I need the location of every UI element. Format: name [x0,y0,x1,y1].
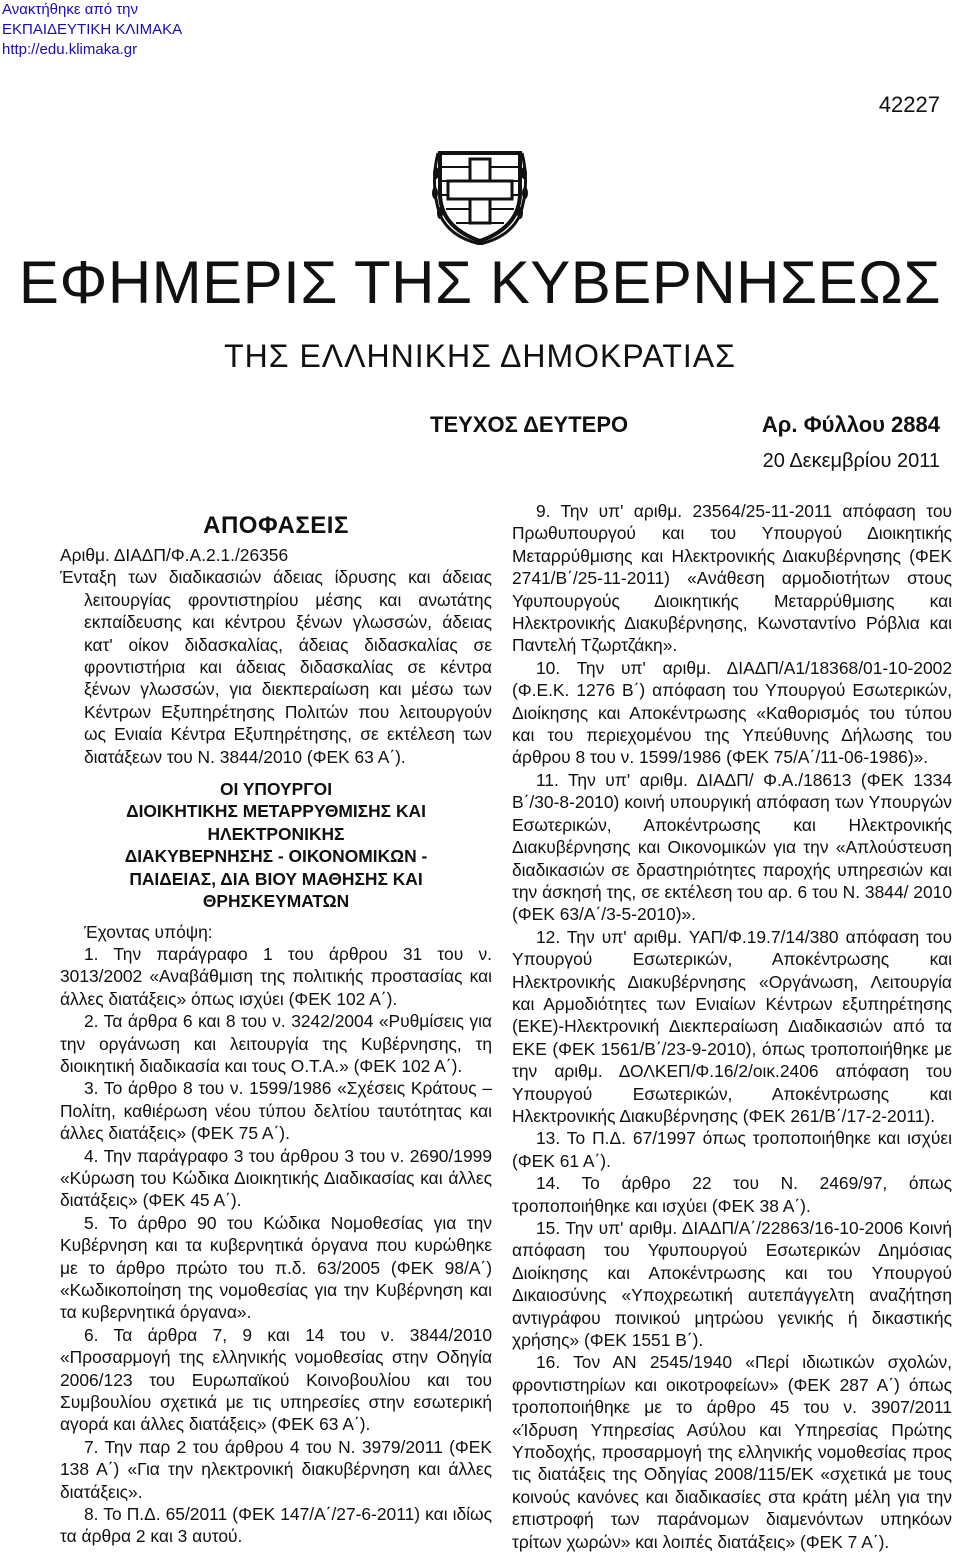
list-item: 6. Τα άρθρα 7, 9 και 14 του ν. 3844/2010 «Προσαρμογή της ελληνικής νομοθεσίας στην Οδηγία 2006/123 του Ευρωπαϊκού Κοινοβουλίου και του Συμβουλίου σχετικά με τις υπηρεσίες στην εσωτερική αγορά και άλλες διατάξεις» (ΦΕΚ 63 Α΄). [60,1324,492,1435]
source-line-1: Ανακτήθηκε από την [2,1,139,18]
source-line-2: ΕΚΠΑΙΔΕΥΤΙΚΗ ΚΛΙΜΑΚΑ [2,21,183,38]
sheet-number: Αρ. Φύλλου 2884 [761,412,940,437]
list-item: 2. Τα άρθρα 6 και 8 του ν. 3242/2004 «Ρυθμίσεις για την οργάνωση και λειτουργία της Κυβέρνησης, τη διοικητική διαδικασία και τους Ο.Τ.Α.» (ΦΕΚ 102 Α΄). [60,1011,492,1076]
list-item: 14. Το άρθρο 22 του Ν. 2469/97, όπως τροποποιήθηκε και ισχύει (ΦΕΚ 38 Α΄). [512,1173,952,1216]
list-item: 5. Το άρθρο 90 του Κώδικα Νομοθεσίας για την Κυβέρνηση και τα κυβερνητικά όργανα που κυρώθηκε με το άρθρο πρώτο του π.δ. 63/2005 (ΦΕΚ 98/Α΄) «Κωδικοποίηση της νομοθεσίας για την Κυβέρνηση και τα κυβερνητικά όργανα». [60,1212,492,1323]
decision-number: Αριθμ. ΔΙΑΔΠ/Φ.Α.2.1./26356 [60,545,289,565]
right-column [512,500,952,1553]
source-notice [2,0,182,60]
section-heading: ΑΠΟΦΑΣΕΙΣ [203,512,349,539]
ministers-line-2: ΔΙΟΙΚΗΤΙΚΗΣ ΜΕΤΑΡΡΥΘΜΙΣΗΣ ΚΑΙ ΗΛΕΚΤΡΟΝΙΚΗΣ [126,801,426,844]
list-item: 15. Την υπ' αριθμ. ΔΙΑΔΠ/Α΄/22863/16-10-2006 Κοινή απόφαση του Υφυπουργού Εσωτερικών Δημόσιας Διοίκησης και Αποκέντρωσης και του Υπουργού Δικαιοσύνης «Υποχρεωτική αυτεπάγγελτη αναζήτηση αντιγράφου ποινικού μητρώου γενικής ή δικαστικής χρήσης» (ΦΕΚ 1551 Β΄). [512,1218,952,1351]
gazette-subtitle: ΤΗΣ ΕΛΛΗΝΙΚΗΣ ΔΗΜΟΚΡΑΤΙΑΣ [224,338,736,374]
list-item: 12. Την υπ' αριθμ. ΥΑΠ/Φ.19.7/14/380 απόφαση του Υπουργού Εσωτερικών, Αποκέντρωσης και Ηλεκτρονικής Διακυβέρνησης «Οργάνωση, Λειτουργία και Αρμοδιότητες των Ενιαίων Κέντρων εξυπηρέτησης (ΕΚΕ)-Ηλεκτρονική Διεκπεραίωση Διαδικασιών από τα ΕΚΕ (ΦΕΚ 1561/Β΄/23-9-2010), όπως τροποποιήθηκε με την αριθμ. ΔΟΛΚΕΠ/Φ.16/2/οικ.2406 απόφαση του Υπουργού Εσωτερικών, Αποκέντρωσης και Ηλεκτρονικής Διακυβέρνησης (ΦΕΚ 261/Β΄/17-2-2011). [512,926,952,1126]
issue-label: ΤΕΥΧΟΣ ΔΕΥΤΕΡΟ [430,412,629,437]
ministers-line-3: ΔΙΑΚΥΒΕΡΝΗΣΗΣ - ΟΙΚΟΝΟΜΙΚΩΝ - [124,846,428,867]
list-item: 13. Το Π.Δ. 67/1997 όπως τροποποιήθηκε και ισχύει (ΦΕΚ 61 Α΄). [512,1128,952,1171]
having-regard: Έχοντας υπόψη: [84,921,213,942]
ministers-heading: ΟΙ ΥΠΟΥΡΓΟΙ [219,779,333,800]
list-item: 16. Τον ΑΝ 2545/1940 «Περί ιδιωτικών σχολών, φροντιστηρίων και οικοτροφείων» (ΦΕΚ 287 Α΄) όπως τροποποιήθηκε με το άρθρο 45 του ν. 3907/2011 «Ίδρυση Υπηρεσίας Ασύλου και Υπηρεσίας Πρώτης Υποδοχής, προσαρμογή της ελληνικής νομοθεσίας προς τις διατάξεις της Οδηγίας 2008/115/ΕΚ «σχετικά με τους κοινούς κανόνες και διαδικασίες στα κράτη μέλη για την επιστροφή των παράνομων διαμενόντων υπηκόων τρίτων χωρών» και λοιπές διατάξεις» (ΦΕΚ 7 Α΄). [512,1352,952,1552]
list-item: 9. Την υπ' αριθμ. 23564/25-11-2011 απόφαση του Πρωθυπουργού και του Υπουργού Διοικητικής Μεταρρύθμισης και Ηλεκτρονικής Διακυβέρνησης (ΦΕΚ 2741/Β΄/25-11-2011) «Ανάθεση αρμοδιοτήτων στους Υφυπουργούς Διοικητικής Μεταρρύθμισης και Ηλεκτρονικής Διακυβέρνησης, Κωνσταντίνο Ρόβλια και Παντελή Τζωρτζάκη». [512,501,952,656]
list-item: 7. Την παρ 2 του άρθρου 4 του Ν. 3979/2011 (ΦΕΚ 138 Α΄) «Για την ηλεκτρονική διακυβέρνηση και άλλες διατάξεις». [60,1436,492,1502]
page-number: 42227 [878,92,940,117]
decision-title: Ένταξη των διαδικασιών άδειας ίδρυσης και άδειας λειτουργίας φροντιστηρίου μέσης και ανωτάτης εκπαίδευσης και κέντρου ξένων γλωσσών, άδειας κατ' οίκον διδασκαλίας, άδειας διδασκαλίας σε φροντιστήρια και άδειας διδασκαλίας σε κέντρα ξένων γλωσσών, για διεκπεραίωση και μέσω των Κέντρων Εξυπηρέτησης Πολιτών που λειτουργούν ως Ενιαία Κέντρα Εξυπηρέτησης, σε εκτέλεση των διατάξεων του Ν. 3844/2010 (ΦΕΚ 63 Α΄). [60,567,492,767]
list-item: 4. Την παράγραφο 3 του άρθρου 3 του ν. 2690/1999 «Κύρωση του Κώδικα Διοικητικής Διαδικασίας και άλλες διατάξεις» (ΦΕΚ 45 Α΄). [60,1145,492,1211]
left-column [60,544,492,1548]
list-item: 11. Την υπ' αριθμ. ΔΙΑΔΠ/ Φ.Α./18613 (ΦΕΚ 1334 Β΄/30-8-2010) κοινή υπουργική απόφαση των Υπουργών Εσωτερικών, Αποκέντρωσης και Ηλεκτρονικής Διακυβέρνησης και Οικονομικών για την «Απλούστευση διαδικασιών σε δραστηριότητες παροχής υπηρεσιών και την άσκησή της, σε εκτέλεση του αρ. 6 του Ν. 3844/ 2010 (ΦΕΚ 63/Α΄/3-5-2010)». [512,769,952,925]
greek-coat-of-arms-icon [430,145,530,245]
list-item: 3. Το άρθρο 8 του ν. 1599/1986 «Σχέσεις Κράτους – Πολίτη, καθιέρωση νέου τύπου δελτίου ταυτότητας και άλλες διατάξεις» (ΦΕΚ 75 Α΄). [60,1078,492,1144]
list-item: 8. Το Π.Δ. 65/2011 (ΦΕΚ 147/Α΄/27-6-2011) και ιδίως τα άρθρα 2 και 3 αυτού. [60,1504,492,1547]
issue-date: 20 Δεκεμβρίου 2011 [762,450,940,472]
list-item: 10. Την υπ' αριθμ. ΔΙΑΔΠ/Α1/18368/01-10-2002 (Φ.Ε.Κ. 1276 Β΄) απόφαση του Υπουργού Εσωτερικών, Διοίκησης και Αποκέντρωσης «Καθορισμός του τύπου και του περιεχομένου της Υπεύθυνης Δήλωσης του άρθρου 8 του ν. 1599/1986 (ΦΕΚ 75/Α΄/11-06-1986)». [512,657,952,768]
gazette-title: ΕΦΗΜΕΡΙΣ ΤΗΣ ΚΥΒΕΡΝΗΣΕΩΣ [18,249,942,316]
ministers-line-4: ΠΑΙΔΕΙΑΣ, ΔΙΑ ΒΙΟΥ ΜΑΘΗΣΗΣ ΚΑΙ ΘΡΗΣΚΕΥΜΑΤΩΝ [129,868,423,912]
list-item: 1. Την παράγραφο 1 του άρθρου 31 του ν. 3013/2002 «Αναβάθμιση της πολιτικής προστασίας και άλλες διατάξεις» όπως ισχύει (ΦΕΚ 102 Α΄). [60,943,492,1009]
source-link[interactable]: http://edu.klimaka.gr [2,41,138,58]
